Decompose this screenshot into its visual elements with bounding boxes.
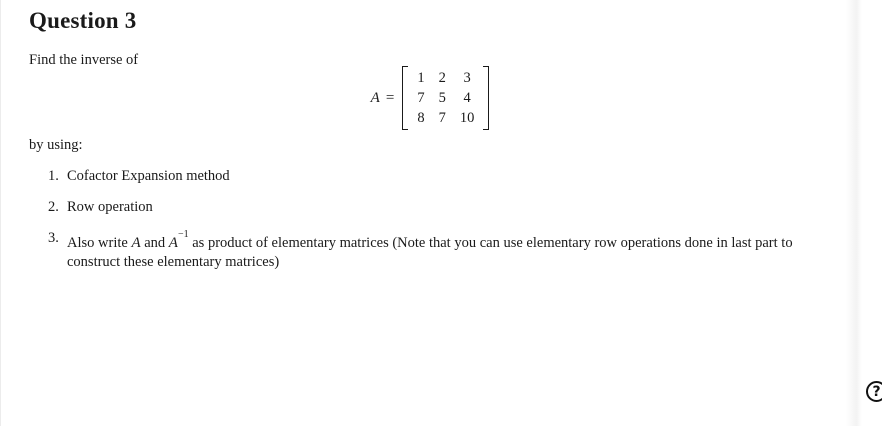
intro-text: Find the inverse of — [29, 52, 139, 69]
matrix-cell: 10 — [459, 110, 475, 127]
matrix-row — [410, 68, 481, 88]
matrix-row — [410, 108, 481, 128]
matrix-cell: 8 — [417, 110, 425, 127]
matrix-row — [410, 88, 481, 108]
matrix-cell: 1 — [417, 70, 425, 87]
list-item-label — [67, 229, 833, 272]
right-bracket-icon — [483, 66, 489, 130]
by-using-text: by using: — [29, 137, 83, 154]
matrix-values — [410, 68, 481, 128]
text-segment: as product of elementary matrices (Note that you can use elementary row operations done in last part to construct these elementary matrices) — [67, 235, 793, 271]
text-segment: Also write — [67, 235, 132, 252]
matrix-variable-a: A — [370, 89, 380, 106]
list-item-elementary-matrices — [48, 229, 882, 272]
matrix-cell: 2 — [438, 70, 446, 87]
list-number: 1. — [48, 168, 59, 185]
text-segment: and — [140, 235, 169, 252]
matrix-cell: 7 — [438, 110, 446, 127]
list-number: 3. — [48, 230, 59, 247]
list-item-label: Row operation — [67, 199, 153, 216]
matrix-cell: 3 — [463, 70, 471, 87]
matrix-equation — [29, 66, 831, 130]
help-icon[interactable] — [866, 381, 882, 402]
task-list — [1, 167, 882, 272]
matrix-a — [402, 66, 489, 130]
list-number: 2. — [48, 199, 59, 216]
question-mark-glyph: ? — [872, 383, 881, 400]
list-item-cofactor — [48, 167, 882, 186]
left-bracket-icon — [402, 66, 408, 130]
matrix-cell: 5 — [438, 90, 446, 107]
equals-sign: = — [385, 89, 395, 106]
question-heading: Question 3 — [29, 8, 137, 33]
inline-variable-a: A — [131, 235, 141, 252]
inline-variable-a-inverse: A — [168, 235, 178, 252]
inverse-superscript: −1 — [177, 228, 189, 240]
matrix-cell: 7 — [417, 90, 425, 107]
list-item-row-operation — [48, 198, 882, 217]
list-item-label: Cofactor Expansion method — [67, 168, 230, 185]
matrix-cell: 4 — [463, 90, 471, 107]
